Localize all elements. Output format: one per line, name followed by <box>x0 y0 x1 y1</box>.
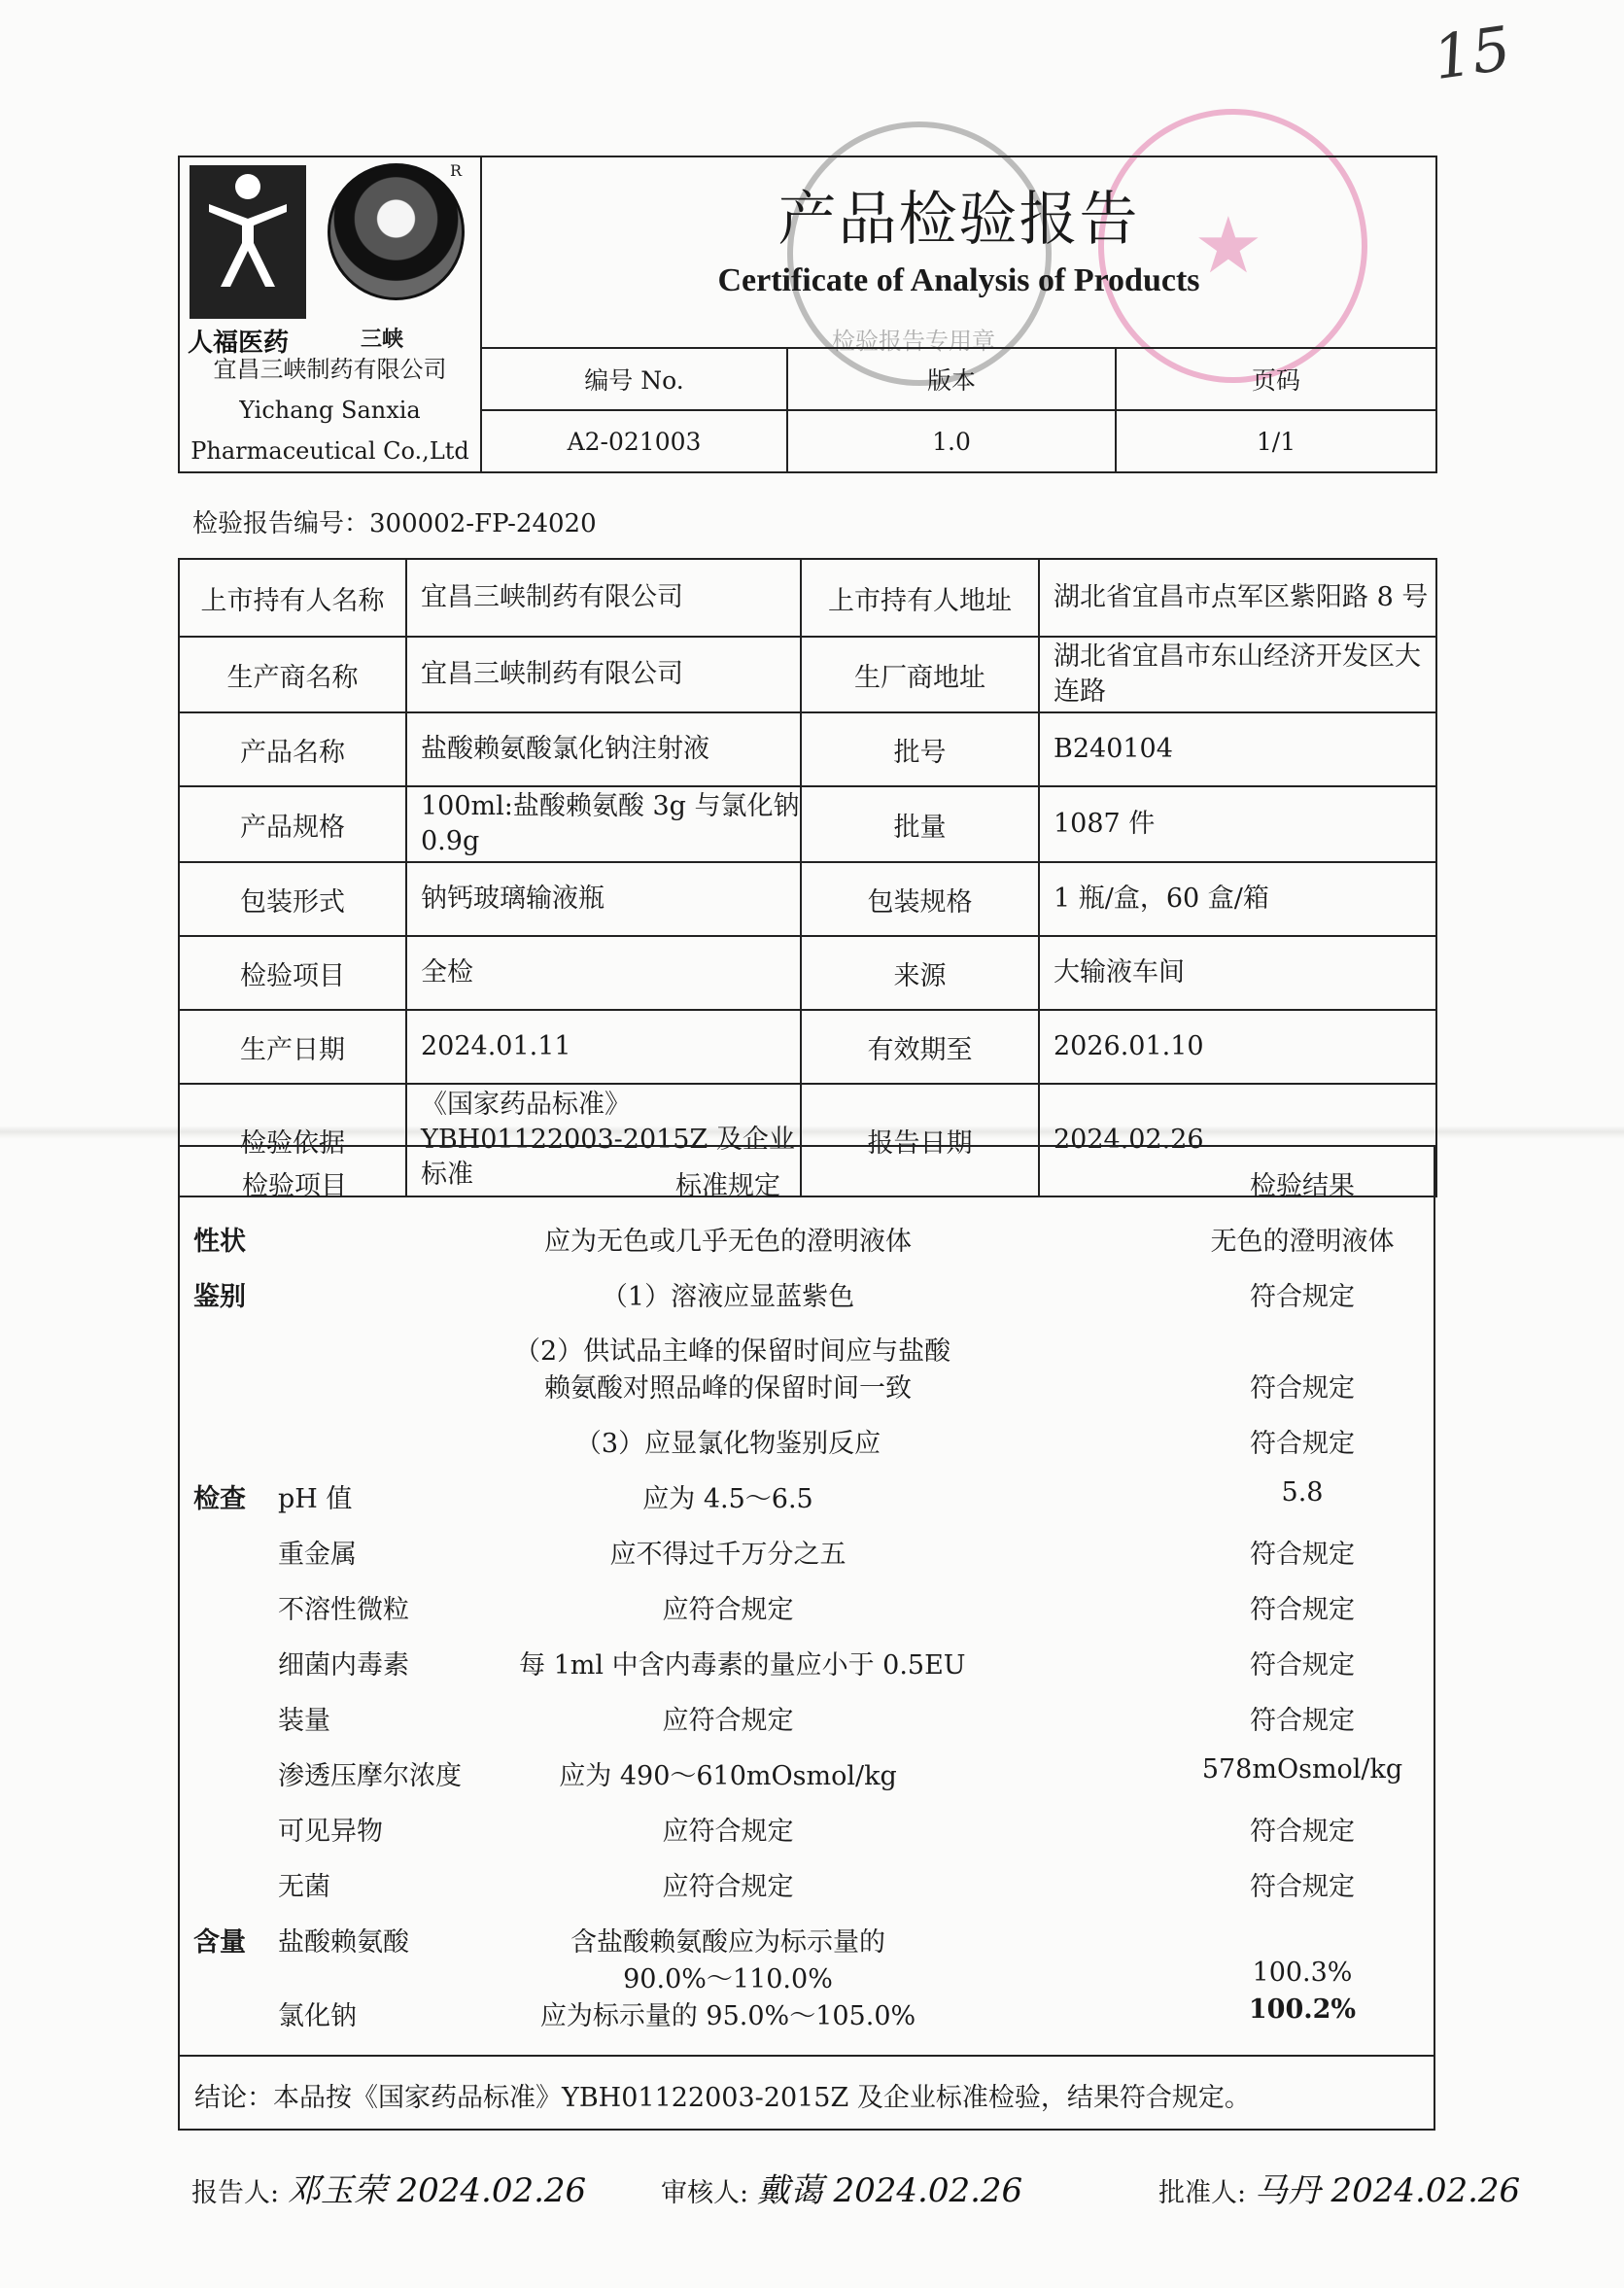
nacl-item: 氯化钠 <box>278 2001 357 2031</box>
sanxia-logo-icon <box>328 163 465 300</box>
results-header-item: 检验项目 <box>242 1171 347 1201</box>
heavy-metal-item: 重金属 <box>278 1540 357 1570</box>
holder-addr-label: 上市持有人地址 <box>801 559 1039 637</box>
pack-spec: 1 瓶/盒，60 盒/箱 <box>1039 862 1436 936</box>
maker-name-label: 生产商名称 <box>179 637 406 712</box>
category-identification: 鉴别 <box>193 1282 246 1312</box>
maker-name: 宜昌三峡制药有限公司 <box>406 637 801 712</box>
batch-number: B240104 <box>1039 712 1436 786</box>
qty-label: 批量 <box>801 786 1039 862</box>
ident1-standard: （1）溶液应显蓝紫色 <box>601 1282 855 1312</box>
osmolality-item: 渗透压摩尔浓度 <box>278 1761 462 1791</box>
nacl-result: 100.2% <box>1248 1994 1357 2025</box>
ident3-standard: （3）应显氯化物鉴别反应 <box>574 1429 881 1459</box>
pack-form: 钠钙玻璃输液瓶 <box>406 862 801 936</box>
product-spec: 100ml:盐酸赖氨酸 3g 与氯化钠 0.9g <box>406 786 801 862</box>
ident1-result: 符合规定 <box>1250 1282 1355 1312</box>
results-header-standard: 标准规定 <box>675 1171 780 1201</box>
logo-company-cell <box>179 156 481 472</box>
page-header: 页码 <box>1116 348 1436 410</box>
sanxia-logo-text: 三峡 <box>361 328 404 352</box>
approver-signature-block <box>1158 2164 1520 2211</box>
prod-date-label: 生产日期 <box>179 1010 406 1084</box>
company-name-cn: 宜昌三峡制药有限公司 <box>213 356 447 383</box>
doc-version: 1.0 <box>787 410 1116 472</box>
handwritten-page-number: 15 <box>1429 12 1515 94</box>
osmolality-result: 578mOsmol/kg <box>1201 1754 1403 1785</box>
report-title-en: Certificate of Analysis of Products <box>717 262 1200 298</box>
lysine-item: 盐酸赖氨酸 <box>278 1927 409 1958</box>
product-info-table <box>178 558 1437 1197</box>
lysine-standard-line1: 含盐酸赖氨酸应为标示量的 <box>570 1927 885 1958</box>
report-number: 检验报告编号：300002-FP-24020 <box>192 509 597 538</box>
source-label: 来源 <box>801 936 1039 1010</box>
report-date: 2024.02.26 <box>1039 1084 1436 1196</box>
reviewer-signature: 戴蔼 2024.02.26 <box>756 2171 1023 2210</box>
particle-result: 符合规定 <box>1250 1595 1355 1625</box>
report-title-cn: 产品检验报告 <box>777 186 1140 254</box>
renfu-logo-text: 人福医药 <box>188 329 290 358</box>
company-name <box>180 347 480 471</box>
renfu-logo-icon <box>190 165 306 319</box>
category-check: 检查 <box>193 1484 246 1514</box>
test-item: 全检 <box>406 936 801 1010</box>
visible-particle-standard: 应符合规定 <box>662 1817 794 1847</box>
approver-label: 批准人: <box>1158 2178 1247 2208</box>
category-appearance: 性状 <box>193 1227 246 1257</box>
report-header <box>178 156 1437 473</box>
holder-addr: 湖北省宜昌市点军区紫阳路 8 号 <box>1039 559 1436 637</box>
ident2-result: 符合规定 <box>1250 1373 1355 1404</box>
pack-spec-label: 包装规格 <box>801 862 1039 936</box>
expiry-date: 2026.01.10 <box>1039 1010 1436 1084</box>
batch-label: 批号 <box>801 712 1039 786</box>
reporter-signature: 邓玉荣 2024.02.26 <box>287 2171 587 2210</box>
test-basis: 《国家药品标准》YBH01122003-2015Z 及企业标准 <box>406 1084 801 1196</box>
fill-result: 符合规定 <box>1250 1706 1355 1736</box>
doc-number: A2-021003 <box>481 410 787 472</box>
heavy-metal-result: 符合规定 <box>1250 1540 1355 1570</box>
expiry-label: 有效期至 <box>801 1010 1039 1084</box>
appearance-result: 无色的澄明液体 <box>1210 1227 1395 1257</box>
results-table <box>178 1145 1435 2131</box>
registered-mark: R <box>450 161 463 180</box>
product-label: 产品名称 <box>179 712 406 786</box>
prod-date: 2024.01.11 <box>406 1010 801 1084</box>
osmolality-standard: 应为 490～610mOsmol/kg <box>559 1761 897 1791</box>
reviewer-label: 审核人: <box>661 2178 749 2208</box>
version-header: 版本 <box>787 348 1116 410</box>
holder-name: 宜昌三峡制药有限公司 <box>406 559 801 637</box>
doc-page: 1/1 <box>1116 410 1436 472</box>
sterility-standard: 应符合规定 <box>662 1872 794 1902</box>
conclusion-row <box>180 2055 1434 2132</box>
title-cell <box>481 156 1436 348</box>
company-name-en-2: Pharmaceutical Co.,Ltd <box>190 437 469 465</box>
reviewer-signature-block <box>661 2164 1022 2211</box>
product-name: 盐酸赖氨酸氯化钠注射液 <box>406 712 801 786</box>
reporter-label: 报告人: <box>191 2178 280 2208</box>
report-date-label: 报告日期 <box>801 1084 1039 1196</box>
ph-result: 5.8 <box>1281 1477 1324 1508</box>
nacl-standard: 应为标示量的 95.0%～105.0% <box>539 2001 916 2031</box>
endotoxin-item: 细菌内毒素 <box>278 1650 409 1681</box>
inspection-stamp-text: 检验报告专用章 <box>832 328 995 355</box>
visible-particle-result: 符合规定 <box>1250 1817 1355 1847</box>
maker-addr-label: 生厂商地址 <box>801 637 1039 712</box>
test-item-label: 检验项目 <box>179 936 406 1010</box>
seal-star-icon: ★ <box>1193 200 1263 291</box>
appearance-standard: 应为无色或几乎无色的澄明液体 <box>544 1227 912 1257</box>
results-header-result: 检验结果 <box>1250 1171 1355 1201</box>
logos <box>180 157 480 358</box>
sterility-result: 符合规定 <box>1250 1872 1355 1902</box>
company-name-en-1: Yichang Sanxia <box>239 397 421 424</box>
heavy-metal-standard: 应不得过千万分之五 <box>609 1540 847 1570</box>
particle-standard: 应符合规定 <box>662 1595 794 1625</box>
pack-label: 包装形式 <box>179 862 406 936</box>
conclusion-text: 结论：本品按《国家药品标准》YBH01122003-2015Z 及企业标准检验，结果符合规定。 <box>194 2083 1251 2113</box>
sterility-item: 无菌 <box>278 1872 330 1902</box>
category-assay: 含量 <box>193 1927 246 1958</box>
ident2-standard-line2: 赖氨酸对照品峰的保留时间一致 <box>544 1373 912 1404</box>
source: 大输液车间 <box>1039 936 1436 1010</box>
fill-standard: 应符合规定 <box>662 1706 794 1736</box>
ph-item: pH 值 <box>278 1484 353 1514</box>
visible-particle-item: 可见异物 <box>278 1817 383 1847</box>
batch-qty: 1087 件 <box>1039 786 1436 862</box>
holder-name-label: 上市持有人名称 <box>179 559 406 637</box>
spec-label: 产品规格 <box>179 786 406 862</box>
reporter-signature-block <box>191 2164 586 2211</box>
basis-label: 检验依据 <box>179 1084 406 1196</box>
ph-standard: 应为 4.5～6.5 <box>642 1484 813 1514</box>
no-header: 编号 No. <box>481 348 787 410</box>
endotoxin-result: 符合规定 <box>1250 1650 1355 1681</box>
approver-signature: 马丹 2024.02.26 <box>1254 2171 1521 2210</box>
maker-addr: 湖北省宜昌市东山经济开发区大连路 <box>1039 637 1436 712</box>
endotoxin-standard: 每 1ml 中含内毒素的量应小于 0.5EU <box>519 1650 966 1681</box>
ident2-standard-line1: （2）供试品主峰的保留时间应与盐酸 <box>514 1336 951 1367</box>
ident3-result: 符合规定 <box>1250 1429 1355 1459</box>
particle-item: 不溶性微粒 <box>278 1595 409 1625</box>
lysine-result: 100.3% <box>1252 1958 1353 1988</box>
fill-item: 装量 <box>278 1706 330 1736</box>
lysine-standard-line2: 90.0%～110.0% <box>623 1964 833 1994</box>
